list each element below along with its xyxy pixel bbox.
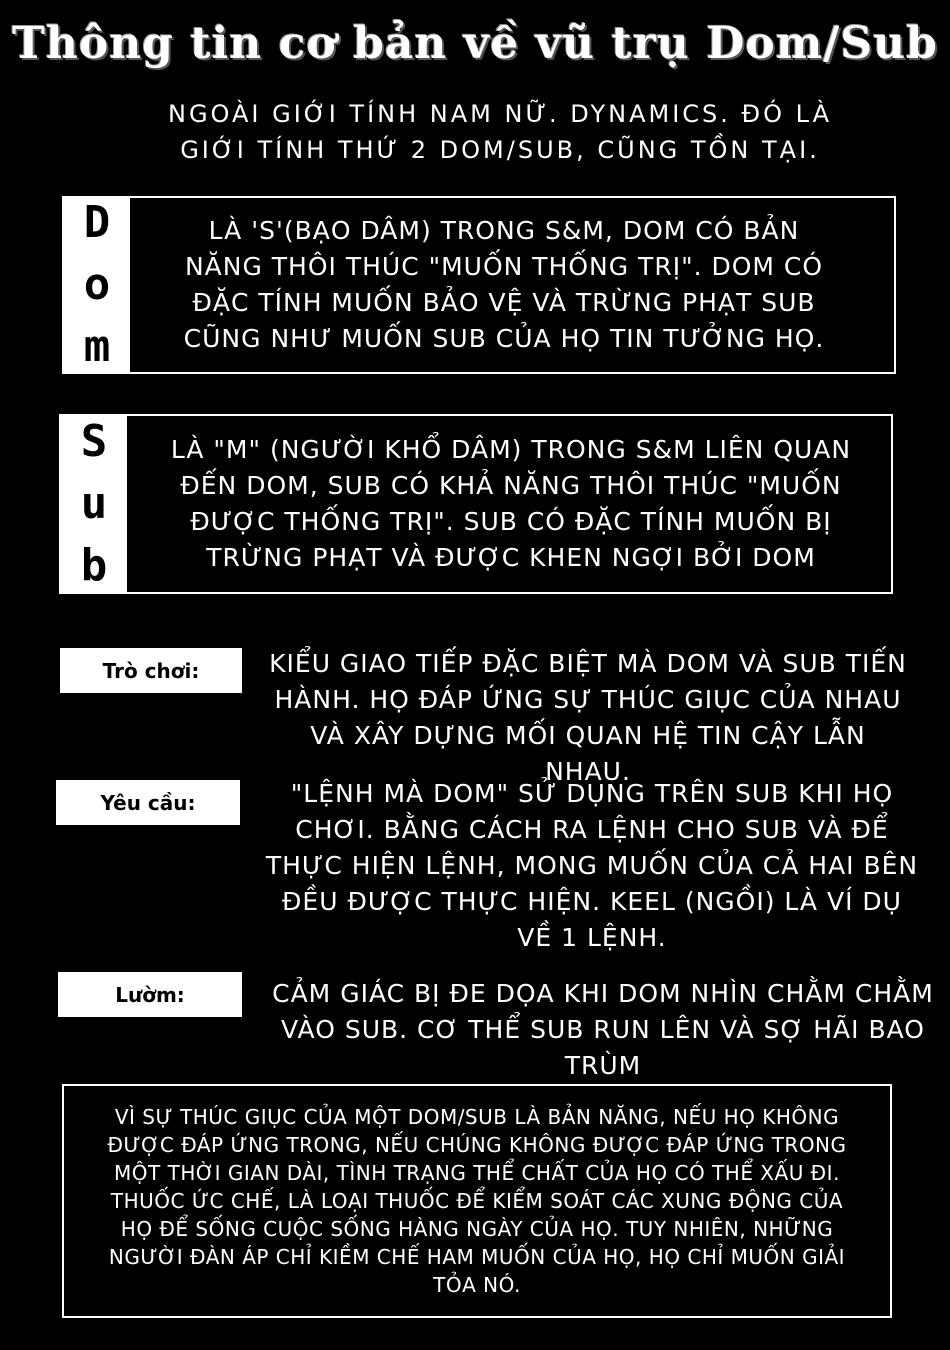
page-title: Thông tin cơ bản về vũ trụ Dom/Sub — [12, 18, 938, 69]
dom-letter: o — [83, 259, 111, 310]
dom-letter: D — [83, 197, 111, 248]
sub-letter: u — [80, 478, 108, 529]
suppressant-note-box — [62, 1084, 892, 1318]
suppressant-note-text: VÌ SỰ THÚC GIỤC CỦA MỘT DOM/SUB LÀ BẢN NĂNG, NẾU HỌ KHÔNG ĐƯỢC ĐÁP ỨNG TRONG, NẾU CHÚNG KHÔNG ĐƯỢC ĐÁP ỨNG TRONG MỘT THỜI GIAN DÀI, TÌNH TRẠNG THỂ CHẤT CỦA HỌ CÓ THỂ XẤU ĐI. THUỐC ỨC CHẾ, LÀ LOẠI THUỐC ĐỂ KIỂM SOÁT CÁC XUNG ĐỘNG CỦA HỌ ĐỂ SỐNG CUỘC SỐNG HÀNG NGÀY CỦA HỌ. TUY NHIÊN, NHỮNG NGƯỜI ĐÀN ÁP CHỈ KIỀM CHẾ HAM MUỐN CỦA HỌ, HỌ CHỈ MUỐN GIẢI TỎA NÓ. — [107, 1105, 847, 1297]
intro-text: NGOÀI GIỚI TÍNH NAM NỮ. DYNAMICS. ĐÓ LÀ GIỚI TÍNH THỨ 2 DOM/SUB, CŨNG TỒN TẠI. — [167, 100, 832, 164]
play-term-label: Trò chơi: — [60, 648, 242, 693]
dom-letter: m — [83, 321, 111, 372]
glare-term-label: Lườm: — [58, 972, 242, 1017]
sub-letter: b — [80, 540, 108, 591]
sub-definition-text: LÀ "M" (NGƯỜI KHỔ DÂM) TRONG S&M LIÊN QUAN ĐẾN DOM, SUB CÓ KHẢ NĂNG THÔI THÚC "MUỐN ĐƯỢC THỐNG TRỊ". SUB CÓ ĐẶC TÍNH MUỐN BỊ TRỪNG PHẠT VÀ ĐƯỢC KHEN NGỢI BỞI DOM — [170, 435, 852, 572]
command-term-label: Yêu cầu: — [56, 780, 240, 825]
sub-definition-box — [59, 414, 893, 594]
play-term-text: KIỂU GIAO TIẾP ĐẶC BIỆT MÀ DOM VÀ SUB TIẾN HÀNH. HỌ ĐÁP ỨNG SỰ THÚC GIỤC CỦA NHAU VÀ XÂY DỰNG MỐI QUAN HỆ TIN CẬY LẪN NHAU. — [269, 649, 907, 786]
sub-side-tab — [61, 416, 127, 592]
glare-term-text: CẢM GIÁC BỊ ĐE DỌA KHI DOM NHÌN CHẰM CHẰM VÀO SUB. CƠ THỂ SUB RUN LÊN VÀ SỢ HÃI BAO TRÙM — [272, 979, 934, 1080]
sub-letter: S — [80, 416, 108, 467]
command-term-text: "LỆNH MÀ DOM" SỬ DỤNG TRÊN SUB KHI HỌ CHƠI. BẰNG CÁCH RA LỆNH CHO SUB VÀ ĐỂ THỰC HIỆN LỆNH, MONG MUỐN CỦA CẢ HAI BÊN ĐỀU ĐƯỢC THỰC HIỆN. KEEL (NGỒI) LÀ VÍ DỤ VỀ 1 LỆNH. — [265, 779, 919, 952]
dom-definition-text: LÀ 'S'(BẠO DÂM) TRONG S&M, DOM CÓ BẢN NĂNG THÔI THÚC "MUỐN THỐNG TRỊ". DOM CÓ ĐẶC TÍNH MUỐN BẢO VỆ VÀ TRỪNG PHẠT SUB CŨNG NHƯ MUỐN SUB CỦA HỌ TIN TƯỞNG HỌ. — [183, 216, 825, 353]
dom-definition-box — [62, 196, 896, 374]
dom-side-tab — [64, 198, 130, 372]
